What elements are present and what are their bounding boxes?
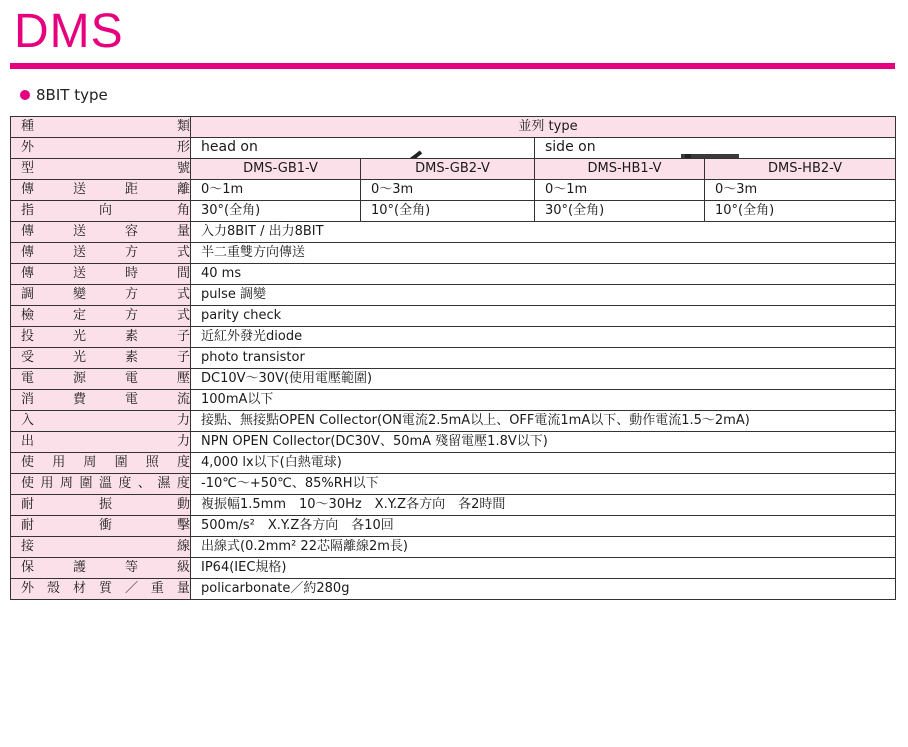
label-text: 型 號	[21, 161, 190, 176]
spec-value: 100mA以下	[191, 390, 896, 411]
side-on-label: side on	[545, 139, 596, 155]
type-value: 並列 type	[191, 117, 896, 138]
spec-value: policarbonate／約280g	[191, 579, 896, 600]
label-text: 投 光 素 子	[21, 329, 190, 344]
spec-label	[11, 306, 191, 327]
spec-value: parity check	[191, 306, 896, 327]
spec-row	[11, 264, 896, 285]
spec-label	[11, 558, 191, 579]
type-row	[11, 117, 896, 138]
spec-label	[11, 516, 191, 537]
distance-cell: 0～1m	[535, 180, 705, 201]
angle-row	[11, 201, 896, 222]
model-cell: DMS-GB1-V	[191, 159, 361, 180]
distance-row	[11, 180, 896, 201]
spec-value: -10℃～+50℃、85%RH以下	[191, 474, 896, 495]
spec-row	[11, 558, 896, 579]
label-text: 接 線	[21, 539, 190, 554]
angle-cell: 10°(全角)	[705, 201, 896, 222]
appearance-head-on-cell	[191, 138, 535, 159]
label-text: 種 類	[21, 119, 190, 134]
section-heading	[20, 85, 108, 105]
model-cell: DMS-HB2-V	[705, 159, 896, 180]
head-on-label: head on	[201, 139, 258, 155]
spec-label	[11, 411, 191, 432]
label-text: 使 用 周 圍 溫 度 、 濕 度	[21, 476, 190, 491]
spec-row	[11, 390, 896, 411]
spec-value: IP64(IEC規格)	[191, 558, 896, 579]
label-text: 指 向 角	[21, 203, 190, 218]
label-text: 使 用 周 圍 照 度	[21, 455, 190, 470]
label-text: 消 費 電 流	[21, 392, 190, 407]
spec-row	[11, 453, 896, 474]
distance-cell: 0～3m	[361, 180, 535, 201]
spec-row	[11, 516, 896, 537]
spec-row	[11, 579, 896, 600]
label-text: 傳 送 方 式	[21, 245, 190, 260]
spec-row	[11, 369, 896, 390]
spec-label	[11, 579, 191, 600]
page-title: DMS	[14, 5, 124, 58]
spec-row	[11, 537, 896, 558]
spec-row	[11, 474, 896, 495]
angle-cell: 10°(全角)	[361, 201, 535, 222]
spec-row	[11, 348, 896, 369]
spec-value: 接點、無接點OPEN Collector(ON電流2.5mA以上、OFF電流1mA以下、動作電流1.5～2mA)	[191, 411, 896, 432]
spec-row	[11, 411, 896, 432]
label-text: 耐 衝 擊	[21, 518, 190, 533]
spec-row	[11, 285, 896, 306]
model-row	[11, 159, 896, 180]
spec-value: pulse 調變	[191, 285, 896, 306]
appearance-label	[11, 138, 191, 159]
spec-value: 4,000 lx以下(白熱電球)	[191, 453, 896, 474]
spec-value: NPN OPEN Collector(DC30V、50mA 殘留電壓1.8V以下)	[191, 432, 896, 453]
spec-label	[11, 222, 191, 243]
appearance-side-on-cell	[535, 138, 896, 159]
spec-label	[11, 264, 191, 285]
distance-cell: 0～3m	[705, 180, 896, 201]
spec-label	[11, 474, 191, 495]
label-text: 保 護 等 級	[21, 560, 190, 575]
model-cell: DMS-HB1-V	[535, 159, 705, 180]
side-on-sensor-photo	[675, 150, 755, 159]
spec-row	[11, 495, 896, 516]
label-text: 外 形	[21, 140, 190, 155]
distance-cell: 0～1m	[191, 180, 361, 201]
label-text: 耐 振 動	[21, 497, 190, 512]
spec-label	[11, 432, 191, 453]
spec-value: 出線式(0.2mm² 22芯隔離線2m長)	[191, 537, 896, 558]
spec-label	[11, 327, 191, 348]
spec-value: 入力8BIT / 出力8BIT	[191, 222, 896, 243]
spec-value: photo transistor	[191, 348, 896, 369]
label-text: 檢 定 方 式	[21, 308, 190, 323]
spec-label	[11, 537, 191, 558]
model-cell: DMS-GB2-V	[361, 159, 535, 180]
head-on-sensor-photo	[291, 146, 441, 159]
distance-label	[11, 180, 191, 201]
label-text: 調 變 方 式	[21, 287, 190, 302]
label-text: 傳 送 時 間	[21, 266, 190, 281]
spec-label	[11, 348, 191, 369]
spec-row	[11, 222, 896, 243]
spec-label	[11, 285, 191, 306]
spec-value: 500m/s² X.Y.Z各方向 各10回	[191, 516, 896, 537]
label-text: 傳 送 距 離	[21, 182, 190, 197]
bullet-dot-icon	[20, 90, 30, 100]
spec-value: 半二重雙方向傳送	[191, 243, 896, 264]
angle-label	[11, 201, 191, 222]
label-text: 外 殼 材 質 ／ 重 量	[21, 581, 190, 596]
type-label	[11, 117, 191, 138]
angle-cell: 30°(全角)	[535, 201, 705, 222]
label-text: 電 源 電 壓	[21, 371, 190, 386]
spec-row	[11, 306, 896, 327]
spec-value: DC10V～30V(使用電壓範圍)	[191, 369, 896, 390]
label-text: 出 力	[21, 434, 190, 449]
spec-row	[11, 432, 896, 453]
spec-table	[10, 116, 896, 600]
spec-value: 複振幅1.5mm 10～30Hz X.Y.Z各方向 各2時間	[191, 495, 896, 516]
angle-cell: 30°(全角)	[191, 201, 361, 222]
spec-value: 近紅外發光diode	[191, 327, 896, 348]
spec-row	[11, 327, 896, 348]
label-text: 入 力	[21, 413, 190, 428]
spec-label	[11, 243, 191, 264]
label-text: 傳 送 容 量	[21, 224, 190, 239]
spec-row	[11, 243, 896, 264]
label-text: 受 光 素 子	[21, 350, 190, 365]
spec-label	[11, 390, 191, 411]
spec-label	[11, 495, 191, 516]
section-heading-text: 8BIT type	[36, 86, 108, 104]
model-label	[11, 159, 191, 180]
spec-label	[11, 453, 191, 474]
spec-label	[11, 369, 191, 390]
spec-value: 40 ms	[191, 264, 896, 285]
appearance-row	[11, 138, 896, 159]
title-rule	[10, 63, 895, 69]
